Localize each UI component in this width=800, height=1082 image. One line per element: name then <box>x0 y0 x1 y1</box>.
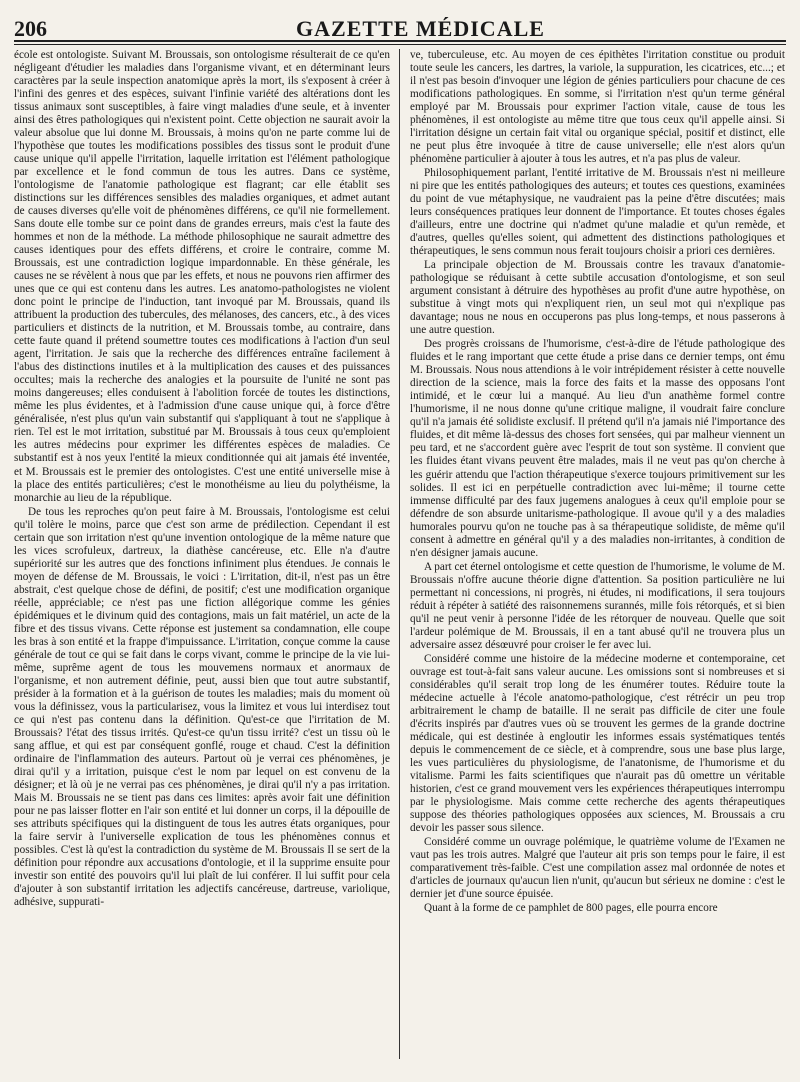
page-number: 206 <box>14 16 47 41</box>
page-header <box>14 12 786 42</box>
paragraph: Considéré comme un ouvrage polémique, le quatrième volume de l'Examen ne vaut pas les trois autres. Malgré que l'auteur ait pris son temps pour le faire, il est comparativement très-faible. C'est une compilation assez mal ordonnée de notes et d'articles de journaux qu'aucun lien n'unit, qu'aucun but sérieux ne domine : c'est le dernier jet d'une source épuisée. <box>410 835 785 900</box>
left-column <box>14 49 395 1059</box>
paragraph: Des progrès croissans de l'humorisme, c'est-à-dire de l'étude pathologique des fluides et le rang important que cette étude a prise dans ce dernier temps, ont ému M. Broussais. Nous nous attendions à le voir intrépidement résister à cette nouvelle direction de la science, mais la force des faits et la masse des opposans l'ont intimidé, et le cœur lui a manqué. Au lieu d'un anathème formel contre l'humorisme, il ne nous donne qu'une critique maligne, il voudrait faire conclure qu'il n'a jamais été solidiste exclusif. Il prétend qu'il n'a jamais nié l'importance des fluides, et dit même là-dessus des choses fort sensées, qui par malheur viennent un peu tard, et ne s'accordent guère avec l'esprit de tout son système. Il convient que les fluides étant vivans peuvent être malades, mais il ne veut pas qu'on cherche à les guérir attendu que l'action thérapeutique s'exerce toujours primitivement sur les solides. Il est ici en perpétuelle contradiction avec lui-même; il tourne cette immense difficulté par des faux jugemens analogues à ceux qu'il emploie pour se défendre de son absurde unitarisme-pathologique. Il avoue qu'il y a des maladies humorales pourvu qu'on ne touche pas à sa thérapeutique solidiste, de même qu'il consent à admettre en général qu'il y a des maladies non-irritantes, à condition de n'en désigner jamais aucune. <box>410 338 785 559</box>
paragraph: De tous les reproches qu'on peut faire à M. Broussais, l'ontologisme est celui qu'il tolère le moins, parce que c'est son arme de prédilection. Cependant il est certain que son irritation n'est qu'une invention ontologique de la même nature que les vices scrofuleux, dartreux, la diathèse cancéreuse, etc. Elle n'a d'autre supériorité sur les autres que des fonctions infiniment plus étendues. Je connais le moyen de défense de M. Broussais, le voici : L'irritation, dit-il, n'est pas un être abstrait, c'est quelque chose de défini, de positif; c'est une modification organique réelle, appréciable; ce n'est pas une fiction allégorique comme les génies épidémiques et le divinum quid des contagions, mais un fait matériel, un acte de la fibre et des tissus vivans. Cette réponse est justement sa condamnation, elle coupe les bras à son entité et la frappe d'impuissance. L'irritation, conçue comme la cause générale de tout ce qui se fait dans le corps vivant, comme le principe de la vie lui-même, suprême agent de tous les mouvemens normaux et anormaux de l'organisme, et non autrement définie, peut, aussi bien que tout autre substantif, présider à la formation et à la guérison de toutes les maladies; mais du moment où vous la définissez, vous la particularisez, vous la limitez et vous lui interdisez tout ce qui n'est pas contenu dans la définition. Qu'est-ce que l'irritation de M. Broussais? l'état des tissus irrités. Qu'est-ce qu'un tissu irrité? c'est un tissu où le sang afflue, et qui est par conséquent gonflé, rouge et chaud. C'est la définition ordinaire de l'inflammation des auteurs. Partout où je verrai ces phénomènes, je dirai qu'il y a irritation, puisque c'est le nom par lequel on est convenu de la désigner; et là où je ne verrai pas ces phénomènes, je dirai qu'il n'y a pas irritation. Mais M. Broussais ne se tient pas dans ces limites: après avoir fait une définition pour ne pas laisser flotter en l'air son entité et lui donner un corps, il la dépouille de ses attributs spécifiques qui la distinguent de tous les autres états organiques, pour la faire servir à l'universelle explication de tous les phénomènes connus et possibles. C'est là qu'est la contradiction du système de M. Broussais Il se sert de la définition pour répondre aux accusations d'ontologie, et il la supprime ensuite pour investir son entité des pouvoirs qu'il lui plaît de lui conférer. Il lui suffit pour cela d'ajouter à son substantif irritation les adjectifs cancéreuse, dartreuse, variolique, adhésive, suppurati- <box>14 505 390 909</box>
column-divider <box>399 49 400 1059</box>
header-rule <box>14 44 786 45</box>
article-columns <box>14 49 786 1059</box>
paragraph: Considéré comme une histoire de la médecine moderne et contemporaine, cet ouvrage est tout-à-fait sans valeur aucune. Les omissions sont si nombreuses et si considérables qu'il serait trop long de les énumérer toutes. Réduire toute la médecine actuelle à l'école anatomo-pathologique, c'est rétrécir un peu trop arbitrairement le champ de bataille. Il ne serait pas difficile de citer une foule d'écrits inspirés par d'autres vues où se trouvent les germes de la grande doctrine médicale, qui est destinée à engloutir les informes essais systématiques tentés depuis le commencement de ce siècle, et à comprendre, sous une base plus large, les vues particulières du physiologisme, de l'anatonisme, de l'humorisme et du vitalisme. Parmi les faits scientifiques que n'aurait pas dû omettre un véritable historien, c'est ce grand mouvement vers les expériences thérapeutiques interrompu par le physiologisme. Mais comme cette recherche des agents thérapeutiques suppose des théories pathologiques opposées aux sciences, M. Broussais a cru devoir les passer sous silence. <box>410 652 785 834</box>
paragraph: Philosophiquement parlant, l'entité irritative de M. Broussais n'est ni meilleure ni pire que les entités pathologiques des auteurs; et toutes ces questions, examinées du point de vue métaphysique, ne vaudraient pas la peine d'être discutées; mais leurs conséquences pratiques leur donnent de l'importance. Et toutes choses égales d'ailleurs, entre une doctrine qui n'admet qu'une maladie et qu'un remède, et d'autres, quelles qu'elles soient, qui admettent des distinctions pathologiques et thérapeutiques, le sens commun nous ferait toujours choisir a priori ces dernières. <box>410 167 785 258</box>
paragraph: A part cet éternel ontologisme et cette question de l'humorisme, le volume de M. Broussais n'offre aucune théorie digne d'attention. Sa position particulière ne lui permettant ni concessions, ni progrès, ni études, ni modifications, il sera toujours réduit à répéter à satiété des raisonnemens surannés, mille fois rétorqués, et si bien qu'il ne peut venir à personne l'idée de les rétorquer de nouveau. Quelle que soit l'ardeur polémique de M. Broussais, il en a tant abusé qu'il ne trouvera plus un adversaire assez désœuvré pour croiser le fer avec lui. <box>410 560 785 651</box>
paragraph: Quant à la forme de ce pamphlet de 800 pages, elle pourra encore <box>424 902 718 915</box>
right-column <box>404 49 785 1059</box>
paragraph: La principale objection de M. Broussais contre les travaux d'anatomie-pathologique se réduisant à cette subtile accusation d'ontologisme, et son seul argument consistant à détruire des hypothèses au profit d'une autre hypothèse, on substitue à vingt mots qui n'expliquent rien, un seul mot qui n'explique pas davantage; nous ne nous en occuperons pas plus long-temps, et nous passerons à une autre question. <box>410 259 785 337</box>
paragraph: ve, tuberculeuse, etc. Au moyen de ces épithètes l'irritation constitue ou produit toute seule les cancers, les dartres, la variole, la suppuration, les cicatrices, etc...; et il n'est pas besoin d'invoquer une légion de génies particuliers pour chacune de ces modifications pathologiques. En somme, si l'irritation n'est qu'un terme général employé par M. Broussais pour exprimer l'action vitale, cause de tous les phénomènes, il est ontologiste au même titre que tous ceux qu'il appelle ainsi. Si l'irritation désigne un certain fait vital ou organique spécial, positif et distinct, elle ne peut plus être invoquée à titre de cause universelle; elle n'est alors qu'un phénomène particulier à ajouter à tous les autres, et n'a pas plus de valeur. <box>410 49 785 166</box>
paragraph: école est ontologiste. Suivant M. Broussais, son ontologisme résulterait de ce qu'en négligeant d'étudier les maladies dans l'organisme vivant, et en déterminant leurs caractères par la seule inspection anatomique après la mort, ils s'exposent à créer à l'infini des genres et des espèces, suivant l'infinie variété des altérations dont les tissus animaux sont susceptibles, à faire vingt maladies d'une seule, et à inventer ainsi des êtres pathologiques qui n'existent point. Cette objection ne saurait avoir la valeur absolue que lui donne M. Broussais, à moins qu'on ne parte comme lui de l'hypothèse que toutes les modifications possibles des tissus sont le produit d'une cause unique qu'il appelle l'irritation, laquelle irritation est l'élément pathologique par excellence et le fond commun de tous les autres. Dans ce système, l'ontologisme de l'anatomie pathologique est flagrant; car elle établit ses distinctions sur les différences sensibles des maladies organiques, et admet autant de causes diverses qu'elle voit de phénomènes différens, ce qu'il nie formellement. Sans doute elle tombe sur ce point dans de grandes erreurs, mais c'est la faute des hommes et non de la méthode. La méthode philosophique ne saurait admettre des causes identiques pour des effets différens, et croire le contraire, comme M. Broussais, est une contradiction logique impardonnable. En thèse générale, les causes ne se révèlent à nous que par les effets, et nous ne pouvons rien affirmer des unes que ce qui est contenu dans les autres. Les anatomo-pathologistes ne violent donc point le principe de l'induction, tant invoqué par M. Broussais, quand ils attribuent la production des tubercules, des mélanoses, des cancers, etc., à des vices particuliers et distincts de la nutrition, et M. Broussais tombe, au contraire, dans cette faute quand il prétend soumettre toutes ces modifications à l'action d'un seul agent, l'irritation. Je sais que la recherche des différences entraîne facilement à l'abus des distinctions inutiles et à la multiplication des causes et des puissances occultes; mais la recherche des analogies et la poursuite de l'unité ne sont pas moins dangereuses; elles conduisent à l'abolition forcée de toutes les distinctions, même les plus évidentes, et à l'admission d'une cause unique qui, à force d'être généralisée, n'est plus qu'un vain substantif qui s'appliquant à tout ne s'applique à rien. Tel est le mot irritation, substitué par M. Broussais à tous ceux qu'emploient les autres médecins pour exprimer les différentes espèces de maladies. Ce substantif est à nos yeux l'entité la mieux conditionnée qui ait jamais été inventée, et M. Broussais est le premier des ontologistes. C'est une entité universelle mise à la place des entités particulières; c'est le monothéisme au lieu du polythéisme, la monarchie au lieu de la république. <box>14 49 390 504</box>
journal-title: GAZETTE MÉDICALE <box>296 16 545 41</box>
